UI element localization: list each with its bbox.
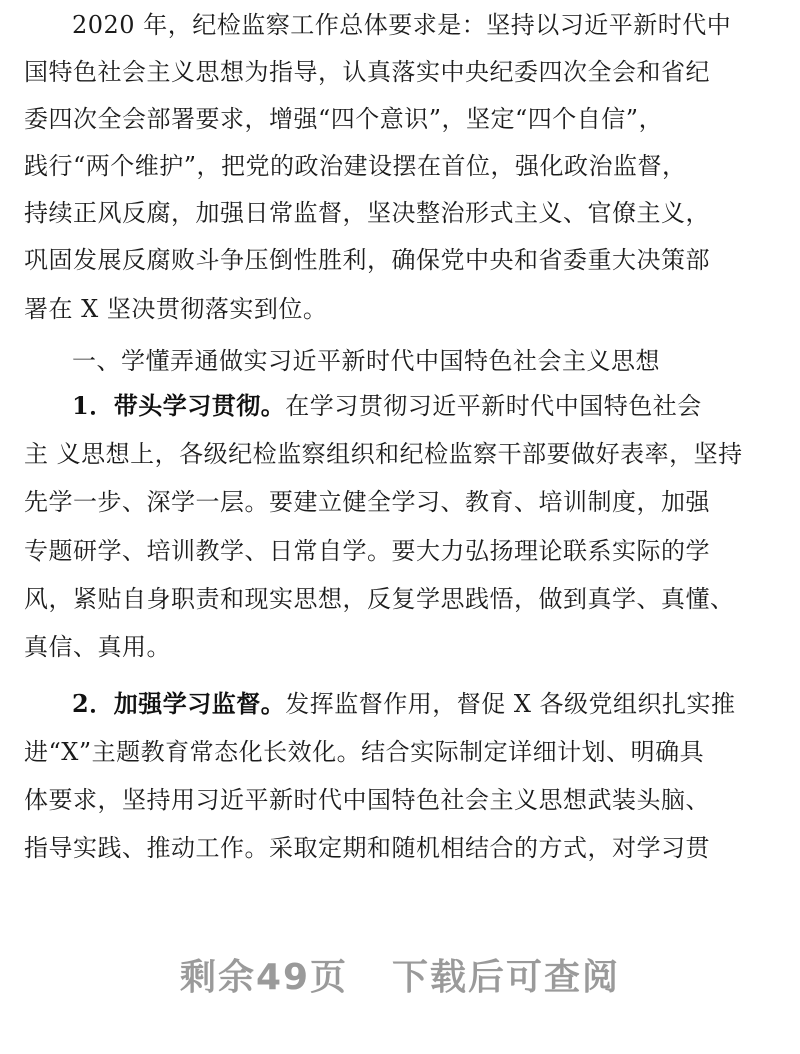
intro-line-5: 持续正风反腐，加强日常监督，坚决整治形式主义、官僚主义， (24, 199, 710, 227)
item2-line-3: 体要求，坚持用习近平新时代中国特色社会主义思想武装头脑、 (24, 786, 710, 814)
intro-line-3: 委四次全会部署要求，增强“四个意识”，坚定“四个自信”， (24, 105, 664, 133)
item1-line-4: 专题研学、培训教学、日常自学。要大力弘扬理论联系实际的学 (24, 537, 710, 565)
item2-line-4: 指导实践、推动工作。采取定期和随机相结合的方式，对学习贯 (24, 834, 710, 862)
intro-line-4: 践行“两个维护”，把党的政治建设摆在首位，强化政治监督， (24, 152, 687, 180)
item2-first-line-rest: 发挥监督作用，督促 X 各级党组织扎实推 (285, 690, 736, 718)
item1-line-5: 风，紧贴自身职责和现实思想，反复学思践悟，做到真学、真懂、 (24, 585, 735, 613)
download-prompt-label[interactable]: 下载后可查阅 (392, 957, 621, 998)
item1-line-3: 先学一步、深学一层。要建立健全学习、教育、培训制度，加强 (24, 488, 710, 516)
intro-line-2: 国特色社会主义思想为指导，认真落实中央纪委四次全会和省纪 (24, 58, 710, 86)
item1-line-2: 主 义思想上，各级纪检监察组织和纪检监察干部要做好表率，坚持 (24, 440, 743, 468)
item1-first-line (72, 386, 702, 426)
intro-line-1: 2020 年，纪检监察工作总体要求是：坚持以习近平新时代中 (72, 11, 732, 39)
item1-line-6: 真信、真用。 (24, 633, 171, 661)
section-heading: 一、学懂弄通做实习近平新时代中国特色社会主义思想 (72, 347, 660, 375)
item2-line-2: 进“X”主题教育常态化长效化。结合实际制定详细计划、明确具 (24, 738, 705, 766)
item1-title: 1．带头学习贯彻。 (72, 391, 286, 420)
intro-line-7: 署在 X 坚决贯彻落实到位。 (24, 295, 328, 323)
item2-title: 2．加强学习监督。 (72, 689, 286, 718)
intro-line-6: 巩固发展反腐败斗争压倒性胜利，确保党中央和省委重大决策部 (24, 246, 710, 274)
item2-first-line (72, 684, 736, 724)
remaining-pages-label: 剩余49页 (179, 957, 349, 998)
item1-first-line-rest: 在学习贯彻习近平新时代中国特色社会 (285, 392, 702, 420)
download-banner[interactable] (0, 948, 800, 1008)
